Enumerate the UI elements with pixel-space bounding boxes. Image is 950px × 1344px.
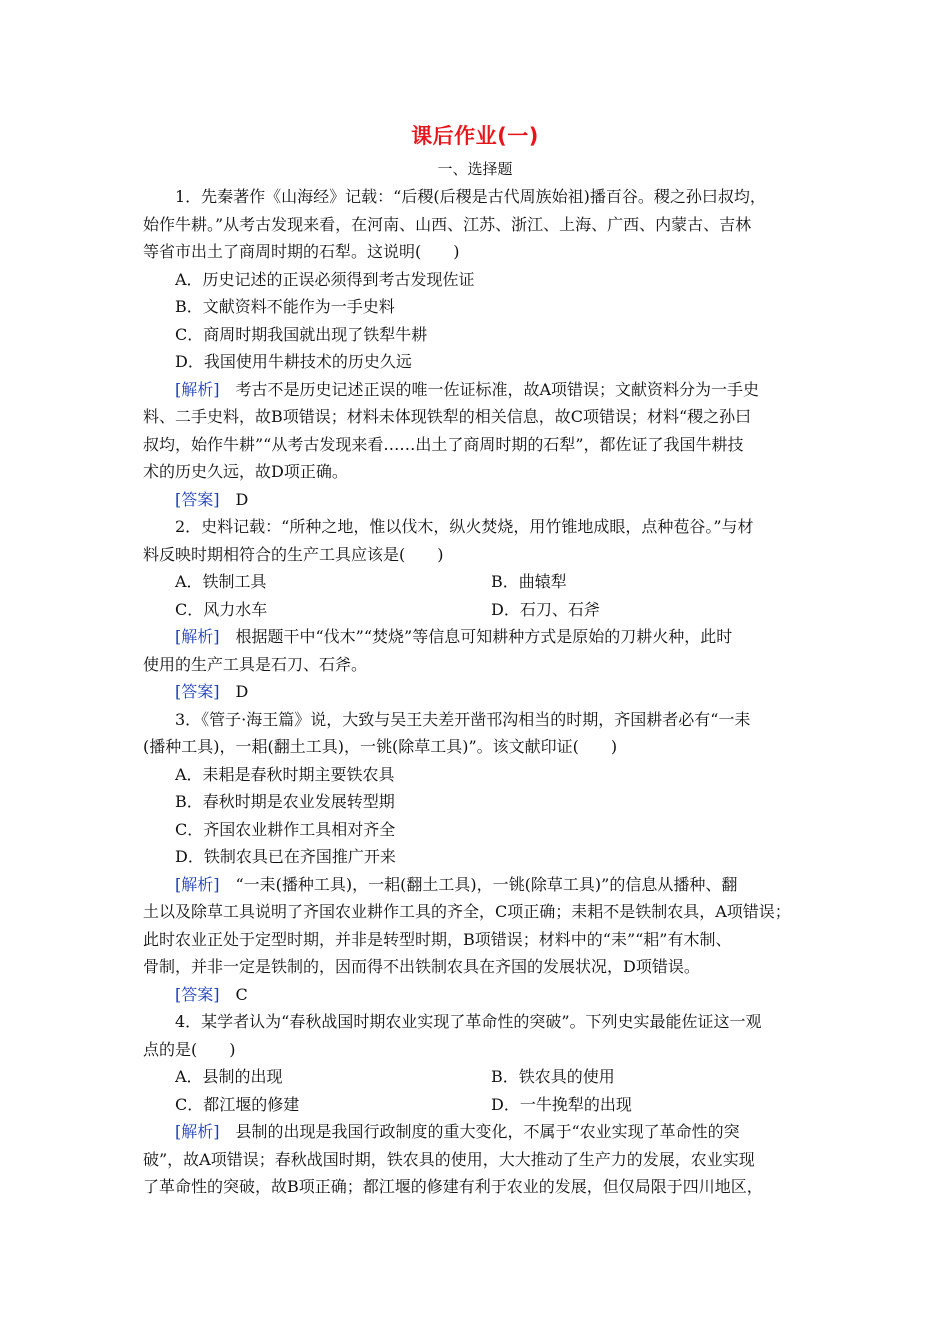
analysis-line: 此时农业正处于定型时期，并非是转型时期，B项错误；材料中的“耒”“耜”有木制、 [143,929,732,949]
answer-value: D [219,682,249,701]
analysis-tag: [解析] [175,379,220,399]
question-1 [143,183,807,513]
question-stem-line: 3．《管子·海王篇》说，大致与吴王夫差开凿邗沟相当的时期，齐国耕者必有“一耒 [175,709,751,729]
option-c: C．商周时期我国就出现了铁犁牛耕 [175,324,428,344]
page-title: 课后作业(一) [411,124,539,148]
option-c: C．齐国农业耕作工具相对齐全 [175,819,396,839]
option-a: A．铁制工具 [175,572,267,591]
answer-tag: [答案] [175,489,220,509]
options-row [143,568,807,596]
analysis-text: “一耒(播种工具)，一耜(翻土工具)，一铫(除草工具)”的信息从播种、翻 [219,874,738,894]
option-c: C．风力水车 [175,599,268,619]
analysis-line: 使用的生产工具是石刀、石斧。 [143,654,368,674]
analysis-line: 叔均，始作牛耕”“从考古发现来看……出土了商周时期的石犁”，都佐证了我国牛耕技 [143,434,744,454]
analysis-text: 根据题干中“伐木”“焚烧”等信息可知耕种方式是原始的刀耕火种，此时 [219,627,733,646]
analysis-text: 考古不是历史记述正误的唯一佐证标准，故A项错误；文献资料分为一手史 [219,379,760,399]
question-stem-line: 1．先秦著作《山海经》记载：“后稷(后稷是古代周族始祖)播百谷。稷之孙曰叔均， [175,187,766,206]
question-stem-line: 点的是( ) [143,1039,236,1059]
answer-line [143,678,807,706]
option-d: D．我国使用牛耕技术的历史久远 [175,352,412,371]
option-d: D．石刀、石斧 [491,599,600,619]
options-row [143,1091,807,1119]
option-a: A．县制的出现 [175,1067,283,1086]
answer-tag: [答案] [175,984,220,1004]
question-2 [143,513,807,706]
option-b: B．铁农具的使用 [491,1067,615,1086]
analysis-tag: [解析] [175,627,220,646]
analysis-tag: [解析] [175,1122,220,1141]
analysis-text: 县制的出现是我国行政制度的重大变化，不属于“农业实现了革命性的突 [219,1122,740,1141]
answer-line [143,486,807,514]
option-b: B．春秋时期是农业发展转型期 [175,792,395,811]
question-stem-line: 等省市出土了商周时期的石犁。这说明( ) [143,242,460,261]
option-a: A．耒耜是春秋时期主要铁农具 [175,764,395,784]
question-stem-line: (播种工具)，一耜(翻土工具)，一铫(除草工具)”。该文献印证( ) [143,737,618,756]
option-b: B．文献资料不能作为一手史料 [175,297,395,316]
analysis-line [143,871,807,899]
analysis-line: 破”，故A项错误；春秋战国时期，铁农具的使用，大大推动了生产力的发展，农业实现 [143,1149,755,1169]
analysis-tag: [解析] [175,874,220,894]
options-row [143,596,807,624]
option-a: A．历史记述的正误必须得到考古发现佐证 [175,269,475,289]
analysis-line: 骨制，并非一定是铁制的，因而得不出铁制农具在齐国的发展状况，D项错误。 [143,957,700,976]
document-body [143,183,807,1201]
option-c: C．都江堰的修建 [175,1094,300,1114]
analysis-line [143,376,807,404]
answer-tag: [答案] [175,682,220,701]
option-b: B．曲辕犁 [491,572,567,591]
analysis-line: 术的历史久远，故D项正确。 [143,462,348,481]
analysis-line: 料、二手史料，故B项错误；材料未体现铁犁的相关信息，故C项错误；材料“稷之孙曰 [143,407,752,426]
question-3 [143,706,807,1009]
analysis-line [143,1118,807,1146]
answer-value: D [219,489,249,509]
options-row [143,1063,807,1091]
analysis-line: 了革命性的突破，故B项正确；都江堰的修建有利于农业的发展，但仅局限于四川地区， [143,1177,763,1196]
answer-line [143,981,807,1009]
question-stem-line: 4．某学者认为“春秋战国时期农业实现了革命性的突破”。下列史实最能佐证这一观 [175,1012,762,1031]
analysis-line: 土以及除草工具说明了齐国农业耕作工具的齐全，C项正确；耒耜不是铁制农具，A项错误； [143,902,791,921]
option-d: D．一牛挽犁的出现 [491,1094,632,1114]
question-stem-line: 始作牛耕。”从考古发现来看，在河南、山西、江苏、浙江、上海、广西、内蒙古、吉林 [143,214,752,234]
answer-value: C [219,984,248,1004]
question-stem-line: 2．史料记载：“所种之地，惟以伐木，纵火焚烧，用竹锥地成眼，点种苞谷。”与材 [175,517,754,536]
question-stem-line: 料反映时期相符合的生产工具应该是( ) [143,544,444,564]
analysis-line [143,623,807,651]
question-4 [143,1008,807,1201]
section-heading: 一、选择题 [437,160,513,178]
option-d: D．铁制农具已在齐国推广开来 [175,847,396,866]
